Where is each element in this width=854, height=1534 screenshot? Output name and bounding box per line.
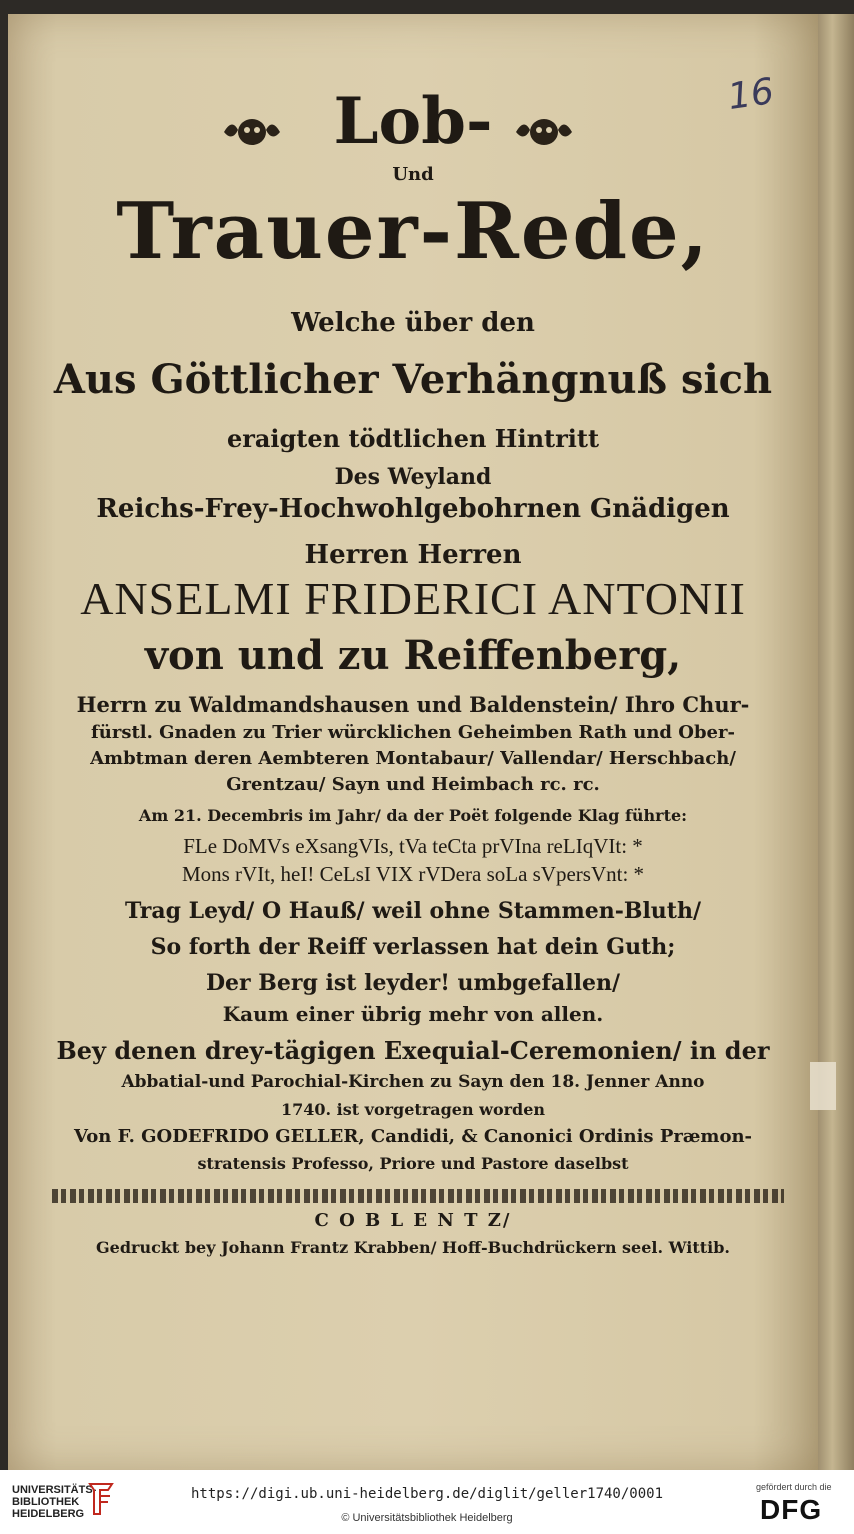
line-eraigten: eraigten tödtlichen Hintritt <box>226 424 600 453</box>
tape-strip <box>810 1062 836 1110</box>
permalink-url[interactable]: https://digi.ub.uni-heidelberg.de/diglit/geller1740/0001 <box>190 1486 663 1502</box>
line-des: Des Weyland <box>334 464 492 490</box>
line-reiffenberg: von und zu Reiffenberg, <box>144 632 682 679</box>
title-page <box>8 14 818 1470</box>
line-furstl: fürstl. Gnaden zu Trier würcklichen Geheimben Rath und Ober- <box>91 722 735 743</box>
line-name: ANSELMI FRIDERICI ANTONII <box>80 573 746 624</box>
line-trag: Trag Leyd/ O Hauß/ weil ohne Stammen-Bluth/ <box>124 898 701 924</box>
ornament-border <box>52 1189 784 1203</box>
dfg-logo[interactable]: DFG <box>760 1494 823 1525</box>
book-edge <box>818 14 854 1470</box>
footer-bar <box>0 1470 854 1534</box>
line-kaum: Kaum einer übrig mehr von allen. <box>222 1002 604 1026</box>
line-so: So forth der Reiff verlassen hat dein Guth; <box>150 934 676 960</box>
line-coblentz: C O B L E N T Z/ <box>314 1210 512 1231</box>
library-logo-text[interactable]: UNIVERSITÄTS- BIBLIOTHEK HEIDELBERG <box>12 1484 97 1520</box>
title-und: Und <box>392 164 434 185</box>
line-ambt: Ambtman deren Aembteren Montabaur/ Vallendar/ Herschbach/ <box>90 748 736 769</box>
title-lob: Lob- <box>333 84 493 159</box>
line-bey: Bey denen drey-tägigen Exequial-Ceremonien/ in der <box>56 1036 770 1065</box>
line-1740: 1740. ist vorgetragen worden <box>280 1100 546 1119</box>
line-aus: Aus Göttlicher Verhängnuß sich <box>53 356 773 403</box>
line-herrn: Herrn zu Waldmandshausen und Baldenstein/ Ihro Chur- <box>76 692 750 717</box>
line-fle: FLe DoMVs eXsangVIs, tVa teCta prVIna reLIqVIt: * <box>183 834 643 858</box>
line-gedruckt: Gedruckt bey Johann Frantz Krabben/ Hoff-Buchdrückern seel. Wittib. <box>95 1238 730 1257</box>
line-am: Am 21. Decembris im Jahr/ da der Poët folgende Klag führte: <box>138 806 688 825</box>
copyright-text: © Universitätsbibliothek Heidelberg <box>341 1512 513 1524</box>
line-herren: Herren Herren <box>304 540 522 570</box>
line-abbatial: Abbatial-und Parochial-Kirchen zu Sayn den 18. Jenner Anno <box>121 1072 705 1092</box>
title-trauer-rede: Trauer-Rede, <box>116 186 710 277</box>
funded-by-text: gefördert durch die <box>756 1482 832 1492</box>
page-number: 16 <box>725 71 777 118</box>
line-stratensis: stratensis Professo, Priore und Pastore daselbst <box>197 1154 629 1173</box>
line-welche: Welche über den <box>291 308 535 338</box>
line-reichs: Reichs-Frey-Hochwohlgebohrnen Gnädigen <box>96 494 730 524</box>
line-mons: Mons rVIt, heI! CeLsI VIX rVDera soLa sVpersVnt: * <box>181 862 645 886</box>
line-von-geller: Von F. GODEFRIDO GELLER, Candidi, & Canonici Ordinis Præmon- <box>73 1126 753 1147</box>
line-der: Der Berg ist leyder! umbgefallen/ <box>205 970 621 996</box>
line-grentzau: Grentzau/ Sayn und Heimbach rc. rc. <box>226 774 600 795</box>
